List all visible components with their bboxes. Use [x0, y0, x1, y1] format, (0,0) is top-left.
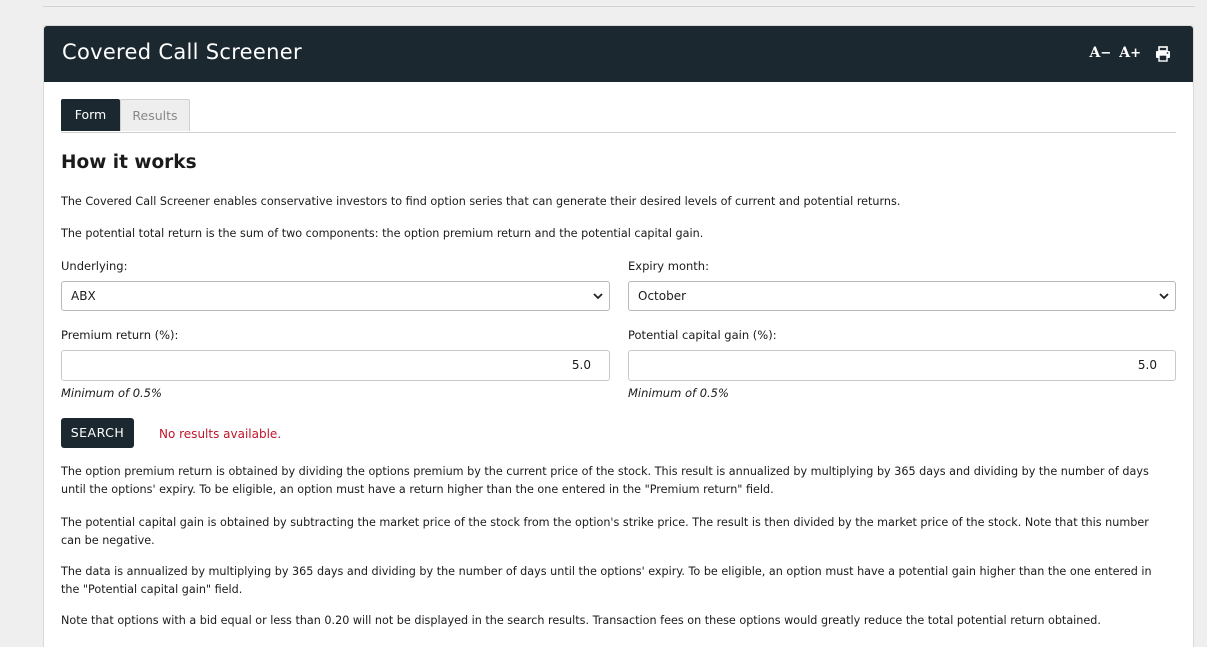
underlying-label: Underlying: [61, 259, 128, 273]
decrease-font-letter: A [1089, 45, 1101, 61]
decrease-font-glyph: − [1100, 46, 1112, 61]
increase-font-glyph: + [1130, 46, 1141, 61]
tab-bar [61, 99, 1176, 133]
note-paragraph-4: Note that options with a bid equal or less than 0.20 will not be displayed in the search results. Transaction fees on these options would greatly reduce the total potential return obtained. [61, 614, 1101, 627]
expiry-label: Expiry month: [628, 259, 709, 273]
tab-results[interactable]: Results [120, 99, 190, 131]
note-paragraph-3: The data is annualized by multiplying by 365 days and dividing by the number of days until the options' expiry. To be eligible, an option must have a potential gain higher than the one entered in the "Potential capital gain" field. [61, 565, 1152, 596]
increase-font-button[interactable] [1119, 44, 1141, 63]
decrease-font-button[interactable] [1089, 44, 1111, 63]
chevron-down-icon [1159, 291, 1169, 301]
underlying-value: ABX [71, 289, 96, 303]
expiry-select[interactable] [628, 281, 1176, 311]
top-divider [43, 6, 1195, 7]
expiry-value: October [638, 289, 687, 303]
premium-hint: Minimum of 0.5% [61, 386, 162, 400]
chevron-down-icon [593, 291, 603, 301]
note-paragraph-2: The potential capital gain is obtained by subtracting the market price of the stock from the option's strike price. The result is then divided by the market price of the stock. Note that this number can be negative. [61, 516, 1149, 547]
print-icon[interactable] [1155, 46, 1171, 62]
header-tools [1089, 44, 1171, 63]
increase-font-letter: A [1119, 45, 1131, 61]
tab-form[interactable]: Form [61, 99, 120, 131]
underlying-select[interactable] [61, 281, 610, 311]
capital-gain-label: Potential capital gain (%): [628, 328, 777, 342]
capital-gain-input[interactable]: 5.0 [628, 350, 1176, 381]
search-button[interactable]: SEARCH [61, 418, 134, 448]
section-heading: How it works [61, 152, 197, 173]
premium-label: Premium return (%): [61, 328, 179, 342]
page-title: Covered Call Screener [62, 40, 302, 64]
note-paragraph-1: The option premium return is obtained by dividing the options premium by the current price of the stock. This result is annualized by multiplying by 365 days and dividing by the number of days until the options' expiry. To be eligible, an option must have a return higher than the one entered in the "Premium return" field. [61, 465, 1149, 496]
capital-gain-hint: Minimum of 0.5% [628, 386, 729, 400]
premium-input[interactable]: 5.0 [61, 350, 610, 381]
intro-paragraph-1: The Covered Call Screener enables conservative investors to find option series that can generate their desired levels of current and potential returns. [61, 195, 901, 208]
screener-panel [43, 25, 1194, 647]
status-message: No results available. [159, 427, 282, 441]
panel-header [44, 26, 1193, 82]
intro-paragraph-2: The potential total return is the sum of two components: the option premium return and the potential capital gain. [61, 227, 704, 240]
